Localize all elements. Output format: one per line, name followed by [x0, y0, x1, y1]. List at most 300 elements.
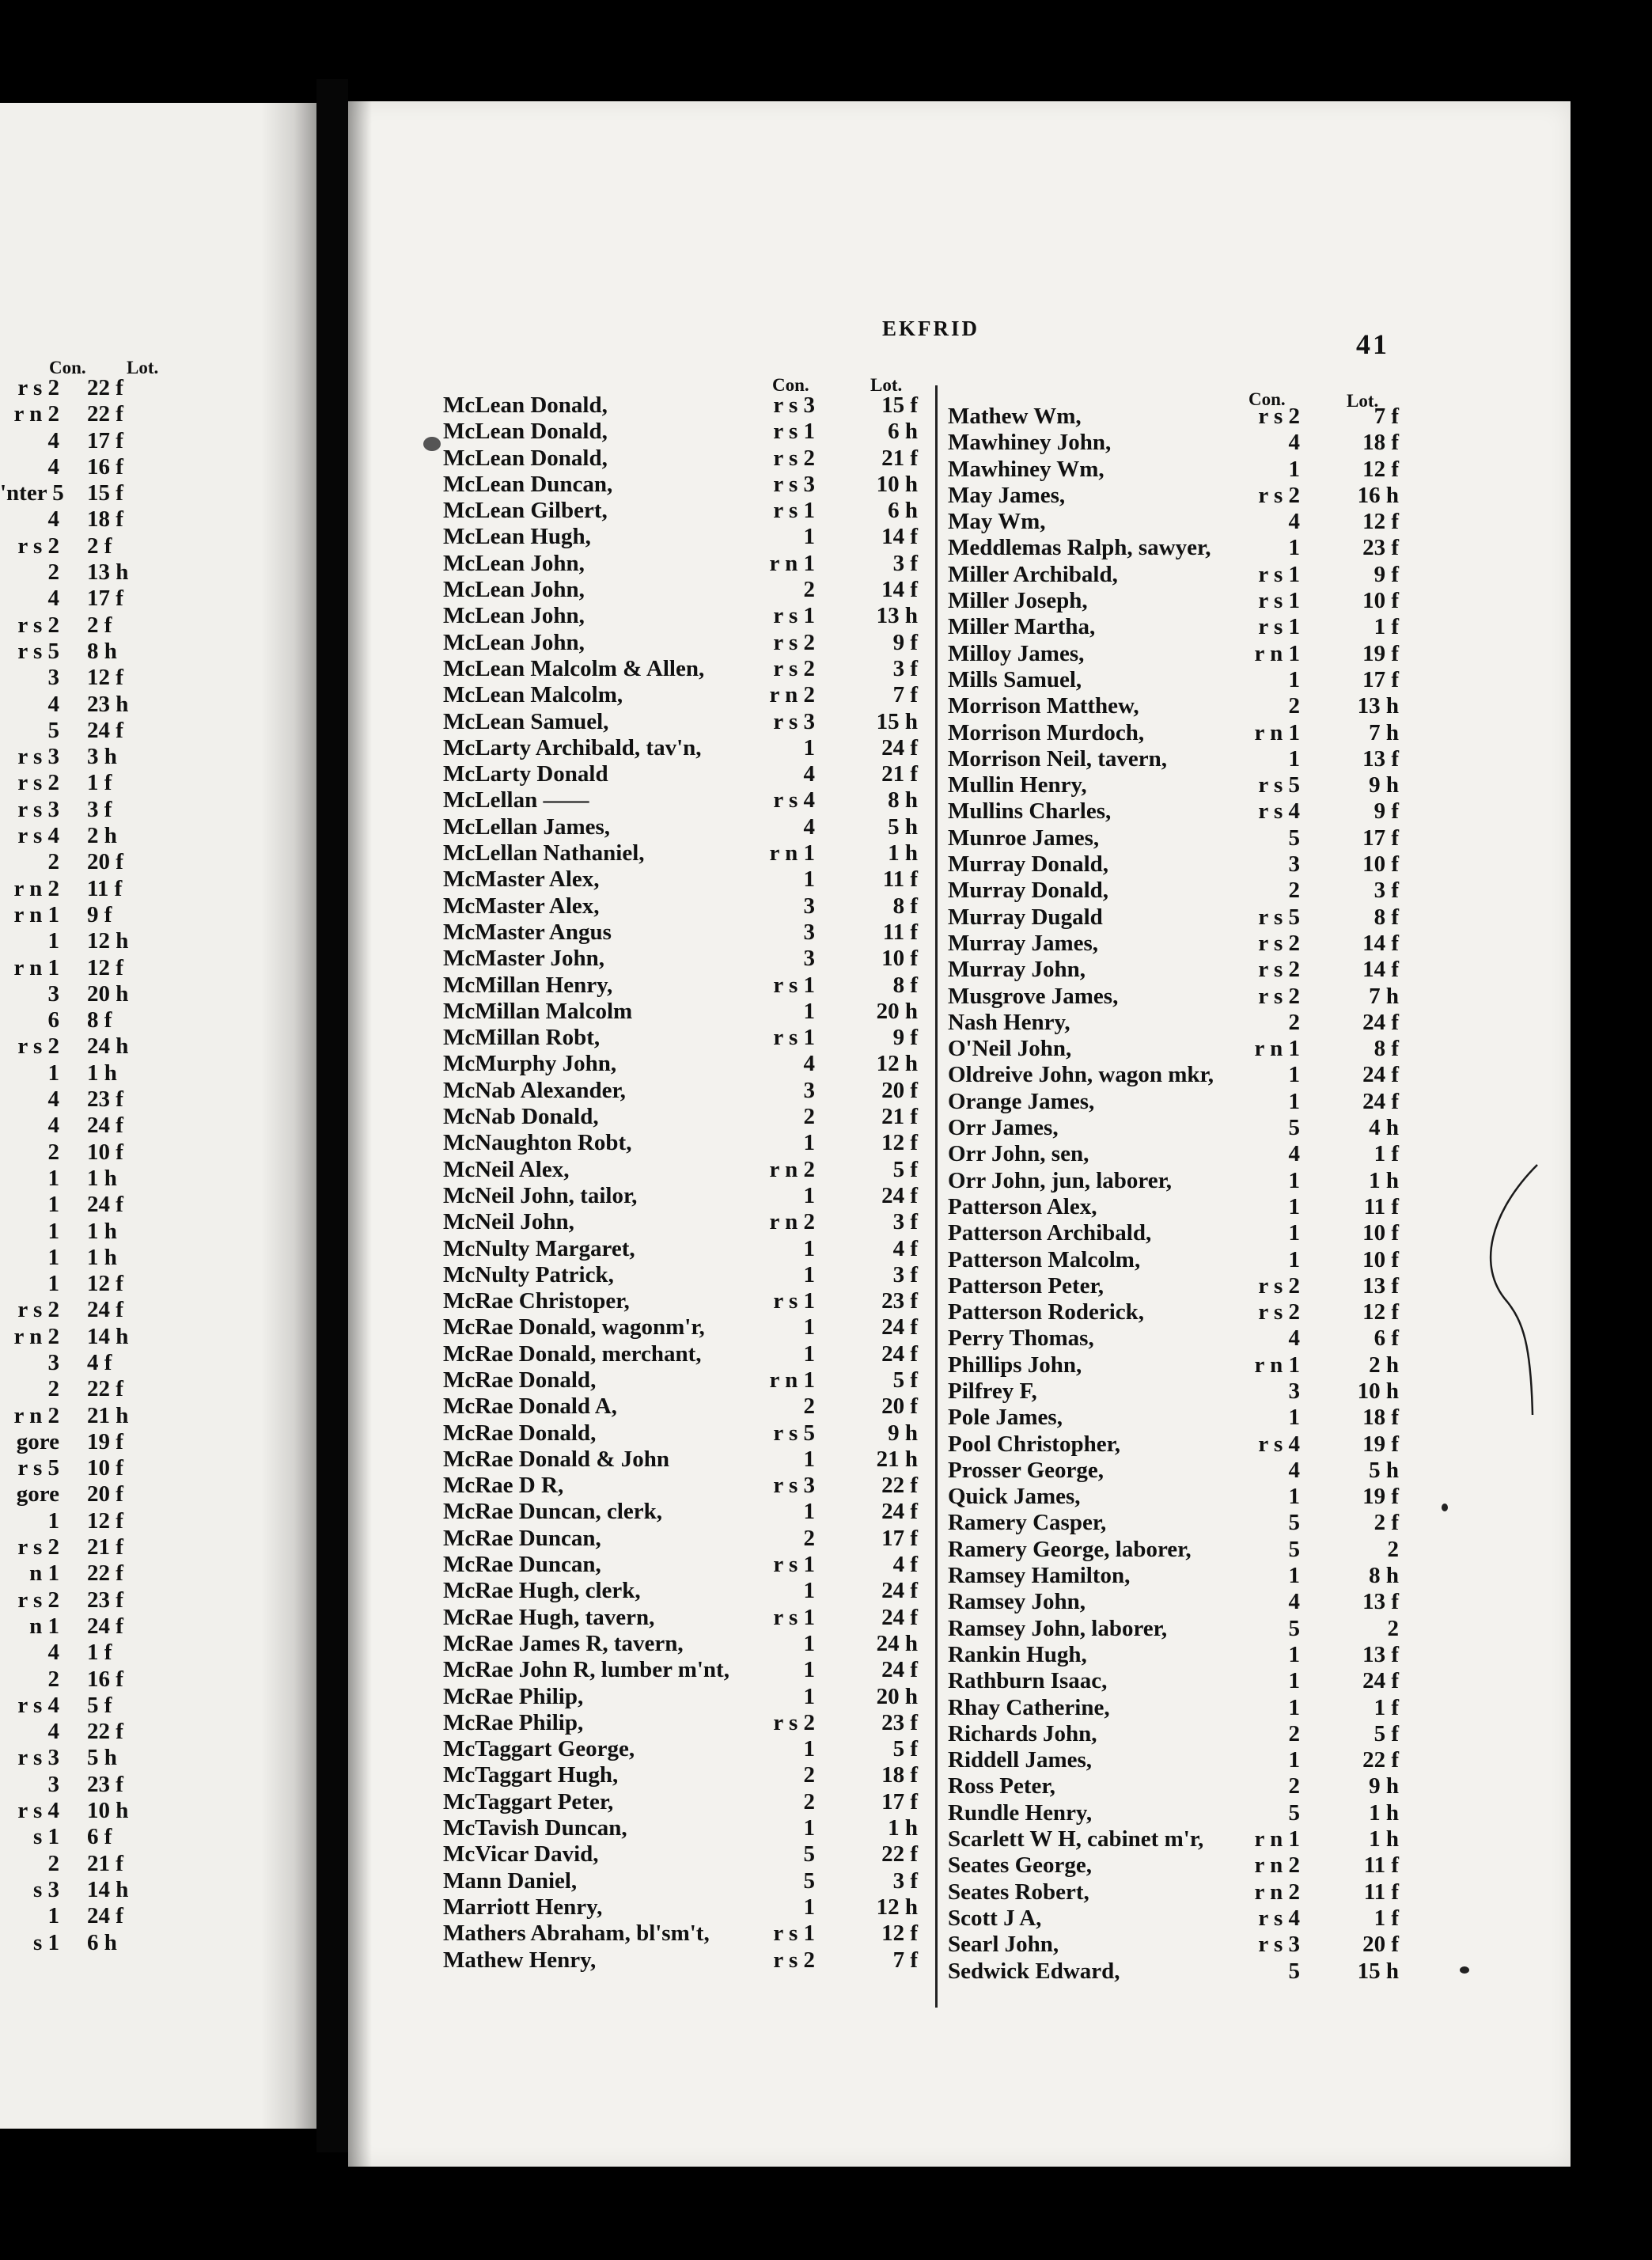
- entry-lot: 3 f: [87, 796, 112, 822]
- entry-con: s 1: [32, 1824, 59, 1850]
- directory-entry: [443, 735, 918, 761]
- directory-entry: [443, 1447, 918, 1473]
- entry-lot: 9 f: [892, 1025, 918, 1051]
- entry-name: Miller Martha,: [948, 614, 1096, 640]
- entry-name: McRae Christoper,: [443, 1288, 630, 1314]
- entry-name: Miller Joseph,: [948, 588, 1088, 614]
- directory-entry: [443, 1657, 918, 1683]
- entry-lot: 2 h: [87, 823, 117, 849]
- entry-lot: 4 f: [87, 1349, 112, 1375]
- directory-entry: [0, 1033, 206, 1060]
- entry-name: McLean Samuel,: [443, 708, 609, 734]
- entry-lot: 21 h: [87, 1402, 129, 1428]
- entry-con: 6: [47, 1007, 59, 1033]
- entry-con: 2: [1288, 1720, 1300, 1746]
- entry-con: r n 2: [769, 682, 815, 708]
- entry-con: 2: [47, 559, 59, 586]
- entry-name: McRae Donald, wagonm'r,: [443, 1314, 705, 1340]
- entry-con: 3: [1288, 851, 1300, 878]
- directory-entry: [0, 1192, 206, 1218]
- entry-lot: 4 f: [892, 1552, 918, 1578]
- entry-name: Perry Thomas,: [948, 1325, 1094, 1352]
- entry-con: 5: [1288, 1958, 1300, 1984]
- directory-entry: [948, 1115, 1399, 1141]
- entry-name: Rhay Catherine,: [948, 1694, 1110, 1720]
- directory-entry: [0, 1824, 206, 1850]
- entry-lot: 4 h: [1369, 1115, 1399, 1141]
- entry-name: Mathew Wm,: [948, 404, 1082, 429]
- directory-entry: [0, 1113, 206, 1139]
- entry-con: r s 3: [17, 796, 59, 822]
- directory-entry: [443, 787, 918, 813]
- entry-lot: 3 f: [892, 655, 918, 681]
- directory-entry: [948, 430, 1399, 456]
- entry-con: 1: [803, 1314, 815, 1340]
- entry-lot: 12 f: [87, 1271, 123, 1297]
- entry-lot: 2: [1387, 1615, 1399, 1641]
- directory-entry: [0, 1745, 206, 1771]
- directory-entry: [948, 1852, 1399, 1879]
- entry-lot: 14 f: [1362, 957, 1399, 983]
- directory-entry: [0, 559, 206, 586]
- directory-entry: [948, 1642, 1399, 1668]
- entry-name: Patterson Peter,: [948, 1272, 1104, 1299]
- directory-entry: [443, 1710, 918, 1736]
- entry-name: Murray Donald,: [948, 851, 1108, 878]
- directory-entry: [0, 1877, 206, 1903]
- entry-name: McLean Donald,: [443, 392, 608, 418]
- entry-lot: 20 f: [87, 1481, 123, 1507]
- entry-name: McLean John,: [443, 603, 585, 629]
- entry-lot: 5 h: [1369, 1457, 1399, 1483]
- entry-name: McRae Duncan, clerk,: [443, 1499, 663, 1525]
- entry-name: McMaster Alex,: [443, 866, 600, 893]
- entry-con: 2: [803, 1788, 815, 1814]
- directory-entry: [0, 1534, 206, 1560]
- entry-lot: 7 f: [892, 682, 918, 708]
- entry-lot: 3 f: [1374, 878, 1399, 904]
- entry-name: Richards John,: [948, 1720, 1097, 1746]
- entry-name: Phillips John,: [948, 1352, 1082, 1378]
- directory-entry: [443, 630, 918, 656]
- entry-con: r s 2: [773, 629, 815, 655]
- entry-lot: 10 h: [87, 1798, 129, 1824]
- entry-lot: 20 h: [876, 998, 918, 1024]
- entry-con: 1: [1288, 745, 1300, 772]
- entry-con: r n 2: [1254, 1879, 1300, 1905]
- entry-name: McMillan Robt,: [443, 1025, 601, 1051]
- entry-con: 1: [803, 1340, 815, 1367]
- entry-con: 1: [803, 734, 815, 760]
- entry-con: 4: [47, 427, 59, 453]
- directory-entry: [948, 1168, 1399, 1194]
- directory-entry: [0, 1481, 206, 1507]
- entry-lot: 7 h: [1369, 719, 1399, 745]
- entry-lot: 1 h: [87, 1244, 117, 1270]
- entry-con: 1: [803, 1130, 815, 1156]
- entry-lot: 24 f: [881, 1314, 918, 1340]
- entry-con: gore: [16, 1481, 59, 1507]
- entry-lot: 1 f: [1374, 1905, 1399, 1931]
- directory-entry: [0, 586, 206, 612]
- directory-entry: [0, 1376, 206, 1402]
- entry-lot: 5 f: [1374, 1720, 1399, 1746]
- entry-con: r s 2: [1258, 983, 1300, 1009]
- entry-lot: 1 h: [888, 840, 918, 866]
- directory-entry: [0, 533, 206, 559]
- entry-con: 1: [47, 928, 59, 954]
- entry-lot: 11 f: [882, 919, 918, 945]
- directory-entry: [0, 1324, 206, 1350]
- entry-lot: 17 f: [87, 586, 123, 612]
- entry-lot: 20 h: [87, 980, 129, 1007]
- entry-con: 3: [47, 665, 59, 691]
- entry-name: McMaster John,: [443, 946, 605, 972]
- entry-lot: 17 f: [1362, 825, 1399, 851]
- entry-lot: 2 h: [1369, 1352, 1399, 1378]
- page-number: 41: [1356, 328, 1389, 360]
- entry-lot: 12 f: [1362, 456, 1399, 482]
- entry-con: 1: [803, 1578, 815, 1604]
- entry-lot: 13 f: [1362, 1272, 1399, 1299]
- directory-entry: [948, 1378, 1399, 1405]
- entry-lot: 23 f: [87, 1771, 123, 1797]
- entry-con: r s 2: [1258, 957, 1300, 983]
- directory-entry: [443, 1288, 918, 1314]
- entry-con: r s 1: [773, 1604, 815, 1630]
- entry-con: r s 2: [17, 1297, 59, 1323]
- directory-entry: [0, 1219, 206, 1245]
- entry-lot: 20 f: [1362, 1932, 1399, 1958]
- entry-name: McVicar David,: [443, 1841, 599, 1868]
- entry-lot: 16 f: [87, 1666, 123, 1692]
- directory-entry: [443, 1394, 918, 1420]
- entry-name: Scott J A,: [948, 1905, 1042, 1931]
- entry-lot: 21 f: [87, 1534, 123, 1560]
- entry-lot: 1 f: [87, 1640, 112, 1666]
- entry-lot: 2 f: [87, 533, 112, 559]
- entry-name: Morrison Neil, tavern,: [948, 745, 1168, 772]
- entry-name: McRae Duncan,: [443, 1525, 601, 1551]
- directory-entry: [443, 1789, 918, 1815]
- entry-lot: 24 f: [87, 1113, 123, 1139]
- directory-entry: [0, 1640, 206, 1666]
- entry-con: 4: [1288, 509, 1300, 535]
- column-divider: [935, 385, 938, 2008]
- entry-lot: 8 f: [892, 972, 918, 998]
- entry-lot: 3 f: [892, 1868, 918, 1894]
- entry-con: r s 4: [1258, 1431, 1300, 1457]
- entry-con: 2: [47, 1850, 59, 1876]
- entry-lot: 19 f: [1362, 640, 1399, 666]
- entry-con: 2: [803, 1525, 815, 1551]
- entry-name: Orr John, jun, laborer,: [948, 1167, 1173, 1193]
- directory-entry: [443, 446, 918, 472]
- entry-lot: 3 f: [892, 550, 918, 576]
- entry-name: Orange James,: [948, 1088, 1095, 1114]
- entry-lot: 7 f: [892, 1947, 918, 1973]
- entry-lot: 8 h: [888, 787, 918, 813]
- entry-con: 1: [803, 1235, 815, 1261]
- entry-name: McMaster Alex,: [443, 893, 600, 919]
- entry-lot: 1 h: [1369, 1799, 1399, 1826]
- entry-lot: 24 h: [87, 1033, 129, 1060]
- directory-entry: [948, 1905, 1399, 1932]
- speck: [1442, 1504, 1448, 1511]
- directory-entry: [443, 761, 918, 787]
- directory-entry: [443, 893, 918, 920]
- entry-name: Searl John,: [948, 1932, 1059, 1958]
- directory-entry: [0, 612, 206, 639]
- entry-name: McRae Donald,: [443, 1420, 597, 1446]
- entry-name: McRae D R,: [443, 1473, 564, 1499]
- column-b-con-header: Con.: [1248, 389, 1286, 409]
- entry-con: 2: [1288, 1773, 1300, 1799]
- entry-lot: 17 f: [881, 1525, 918, 1551]
- entry-con: r s 4: [17, 1692, 59, 1718]
- entry-con: 2: [803, 1762, 815, 1788]
- entry-lot: 24 f: [87, 1297, 123, 1323]
- entry-lot: 6 f: [87, 1824, 112, 1850]
- entry-con: 3: [47, 1349, 59, 1375]
- entry-con: 1: [47, 1218, 59, 1244]
- entry-con: r s 2: [17, 770, 59, 796]
- entry-con: r s 4: [17, 823, 59, 849]
- directory-entry: [443, 1631, 918, 1657]
- entry-name: Rundle Henry,: [948, 1799, 1093, 1826]
- directory-entry: [948, 1695, 1399, 1721]
- entry-name: McLean Gilbert,: [443, 498, 608, 524]
- entry-name: McLean Malcolm,: [443, 682, 623, 708]
- entry-con: r n 2: [1254, 1852, 1300, 1879]
- entry-con: r s 1: [773, 1921, 815, 1947]
- directory-entry: [0, 1693, 206, 1719]
- entry-lot: 21 f: [881, 445, 918, 471]
- directory-entry: [948, 1747, 1399, 1773]
- entry-name: McRae Donald, merchant,: [443, 1340, 702, 1367]
- directory-entry: [443, 1051, 918, 1077]
- entry-con: 1: [803, 1815, 815, 1841]
- directory-entry: [948, 1273, 1399, 1299]
- entry-con: r n 1: [13, 954, 59, 980]
- directory-entry: [948, 588, 1399, 614]
- entry-lot: 13 h: [1357, 693, 1399, 719]
- directory-entry: [0, 665, 206, 691]
- entry-lot: 18 f: [1362, 430, 1399, 456]
- directory-entry: [0, 401, 206, 427]
- entry-con: 4: [47, 1640, 59, 1666]
- entry-lot: 12 f: [87, 665, 123, 691]
- entry-name: Murray John,: [948, 957, 1086, 983]
- entry-con: r s 3: [17, 744, 59, 770]
- entry-name: McRae Philip,: [443, 1683, 584, 1709]
- entry-con: 5: [1288, 1799, 1300, 1826]
- entry-lot: 1 f: [1374, 614, 1399, 640]
- entry-con: r s 3: [773, 392, 815, 418]
- directory-entry: [0, 1798, 206, 1824]
- entry-con: r s 2: [773, 445, 815, 471]
- speck: [1460, 1966, 1469, 1974]
- directory-column-b: [948, 404, 1399, 1985]
- entry-name: Nash Henry,: [948, 1009, 1070, 1035]
- entry-lot: 12 f: [1362, 1299, 1399, 1325]
- entry-name: Patterson Alex,: [948, 1193, 1097, 1219]
- directory-entry: [0, 1719, 206, 1745]
- directory-entry: [443, 1130, 918, 1156]
- directory-column-a: [443, 392, 918, 1974]
- directory-entry: [443, 392, 918, 419]
- directory-entry: [0, 1086, 206, 1113]
- entry-con: 3: [803, 893, 815, 919]
- entry-name: Marriott Henry,: [443, 1894, 603, 1920]
- entry-con: 1: [1288, 1167, 1300, 1193]
- entry-lot: 5 f: [892, 1367, 918, 1393]
- entry-name: Seates Robert,: [948, 1879, 1089, 1905]
- entry-name: May James,: [948, 482, 1066, 508]
- entry-con: 4: [47, 453, 59, 480]
- entry-name: McLean Duncan,: [443, 471, 613, 497]
- entry-name: Mathers Abraham, bl'sm't,: [443, 1921, 710, 1947]
- directory-entry: [0, 506, 206, 533]
- directory-entry: [948, 404, 1399, 430]
- entry-lot: 14 f: [1362, 930, 1399, 956]
- entry-lot: 3 f: [892, 1209, 918, 1235]
- entry-lot: 9 h: [1369, 1773, 1399, 1799]
- directory-entry: [0, 1429, 206, 1455]
- entry-name: McLean Donald,: [443, 445, 608, 471]
- column-b-lot-header: Lot.: [1347, 391, 1379, 411]
- entry-con: 1: [803, 1499, 815, 1525]
- entry-name: McRae Hugh, clerk,: [443, 1578, 641, 1604]
- entry-name: Munroe James,: [948, 825, 1100, 851]
- entry-name: Pool Christopher,: [948, 1431, 1121, 1457]
- entry-con: 1: [47, 1244, 59, 1270]
- directory-entry: [443, 1578, 918, 1604]
- directory-entry: [948, 1036, 1399, 1062]
- entry-con: 1: [1288, 1641, 1300, 1667]
- directory-entry: [948, 614, 1399, 640]
- entry-con: 5: [1288, 1115, 1300, 1141]
- entry-lot: 14 f: [881, 524, 918, 550]
- entry-con: r s 2: [773, 655, 815, 681]
- entry-con: 4: [1288, 1325, 1300, 1352]
- entry-lot: 2: [1387, 1536, 1399, 1562]
- entry-con: r n 1: [1254, 1036, 1300, 1062]
- entry-lot: 22 f: [87, 1376, 123, 1402]
- entry-lot: 6 h: [87, 1929, 117, 1955]
- entry-name: McLean Malcolm & Allen,: [443, 655, 705, 681]
- entry-name: Ramsey Hamilton,: [948, 1563, 1131, 1589]
- directory-entry: [443, 920, 918, 946]
- entry-name: McLean John,: [443, 550, 585, 576]
- entry-name: Meddlemas Ralph, sawyer,: [948, 535, 1211, 561]
- entry-name: Musgrove James,: [948, 983, 1119, 1009]
- directory-entry: [443, 1025, 918, 1051]
- entry-lot: 22 f: [87, 1560, 123, 1587]
- entry-con: n 1: [29, 1560, 59, 1587]
- directory-entry: [443, 1894, 918, 1921]
- directory-entry: [0, 428, 206, 454]
- directory-entry: [443, 1262, 918, 1288]
- entry-lot: 5 f: [892, 1156, 918, 1182]
- entry-lot: 5 f: [87, 1692, 112, 1718]
- entry-lot: 21 f: [87, 1850, 123, 1876]
- directory-entry: [0, 1903, 206, 1929]
- entry-lot: 19 f: [1362, 1484, 1399, 1510]
- entry-lot: 11 f: [1363, 1852, 1399, 1879]
- directory-entry: [0, 981, 206, 1007]
- directory-entry: [443, 1841, 918, 1868]
- entry-name: Ross Peter,: [948, 1773, 1055, 1799]
- entry-name: McMaster Angus: [443, 919, 612, 945]
- entry-lot: 24 f: [881, 734, 918, 760]
- directory-entry: [443, 1367, 918, 1394]
- entry-con: 1: [803, 1657, 815, 1683]
- entry-name: Pilfrey F,: [948, 1378, 1037, 1404]
- directory-entry: [948, 904, 1399, 931]
- directory-entry: [948, 720, 1399, 746]
- entry-name: Mathew Henry,: [443, 1947, 597, 1973]
- directory-entry: [0, 1139, 206, 1166]
- entry-con: 1: [803, 1261, 815, 1287]
- entry-lot: 14 h: [87, 1876, 129, 1902]
- entry-lot: 2 f: [1374, 1510, 1399, 1536]
- entry-name: Murray Donald,: [948, 878, 1108, 904]
- entry-con: 3: [803, 919, 815, 945]
- entry-con: 5: [1288, 1615, 1300, 1641]
- entry-name: Mann Daniel,: [443, 1868, 578, 1894]
- directory-entry: [948, 1721, 1399, 1747]
- entry-con: 1: [47, 1192, 59, 1218]
- entry-con: 1: [1288, 1088, 1300, 1114]
- entry-lot: 6 f: [1374, 1325, 1399, 1352]
- entry-con: 4: [47, 586, 59, 612]
- directory-entry: [0, 1403, 206, 1429]
- directory-entry: [948, 1089, 1399, 1115]
- entry-lot: 12 f: [87, 954, 123, 980]
- directory-entry: [0, 1166, 206, 1192]
- entry-con: r n 1: [769, 550, 815, 576]
- directory-entry: [443, 1104, 918, 1130]
- entry-con: 2: [803, 1104, 815, 1130]
- entry-con: 2: [47, 849, 59, 875]
- entry-name: McLean John,: [443, 577, 585, 603]
- directory-entry: [948, 1405, 1399, 1431]
- entry-con: 3: [803, 946, 815, 972]
- entry-lot: 11 f: [87, 875, 123, 901]
- entry-lot: 8 f: [892, 893, 918, 919]
- entry-lot: 13 h: [87, 559, 129, 586]
- entry-con: 1: [803, 524, 815, 550]
- entry-con: r s 2: [773, 1947, 815, 1973]
- entry-con: 4: [47, 1086, 59, 1113]
- entry-lot: 3 h: [87, 744, 117, 770]
- entry-lot: 1 h: [1369, 1826, 1399, 1852]
- entry-name: McNab Alexander,: [443, 1077, 626, 1103]
- entry-con: r s 5: [17, 638, 59, 664]
- directory-entry: [948, 535, 1399, 561]
- directory-entry: [948, 509, 1399, 535]
- entry-lot: 1 f: [1374, 1141, 1399, 1167]
- directory-entry: [443, 1762, 918, 1788]
- directory-entry: [0, 797, 206, 823]
- entry-lot: 15 f: [87, 480, 123, 506]
- directory-entry: [948, 1194, 1399, 1220]
- entry-lot: 2 f: [87, 612, 112, 638]
- entry-con: r s 1: [773, 972, 815, 998]
- directory-entry: [948, 798, 1399, 825]
- entry-lot: 8 h: [1369, 1563, 1399, 1589]
